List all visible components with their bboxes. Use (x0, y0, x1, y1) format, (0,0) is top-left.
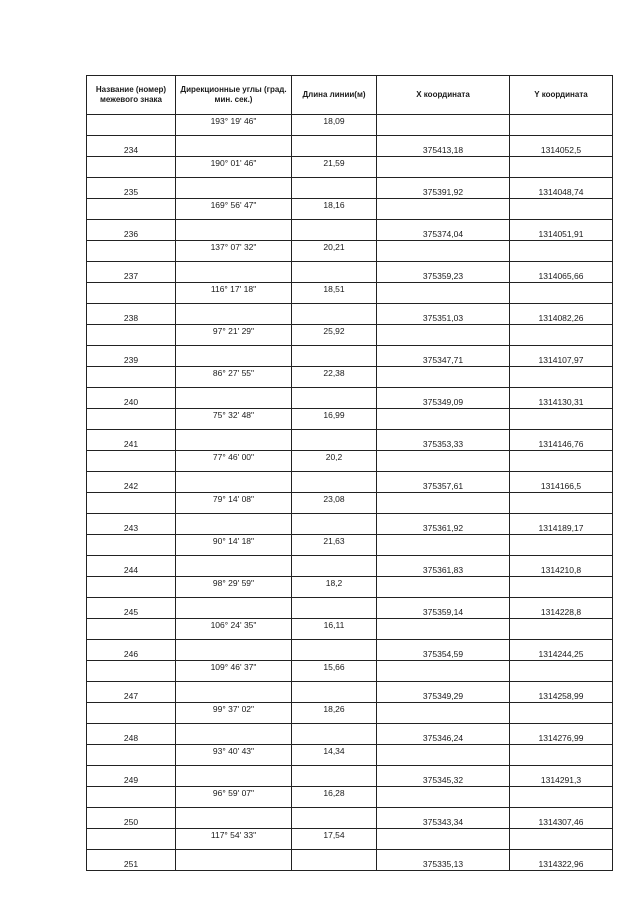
cell-angle: 106° 24' 35" (176, 619, 292, 640)
table-header-row (87, 76, 613, 115)
cell-angle: 193° 19' 46" (176, 115, 292, 136)
cell-name: 244 (87, 556, 176, 577)
cell-length-empty (292, 640, 377, 661)
cell-y-empty (510, 661, 613, 682)
cell-angle: 169° 56' 47" (176, 199, 292, 220)
cell-name-empty (87, 493, 176, 514)
cell-y-empty (510, 619, 613, 640)
header-name: Название (номер) межевого знака (87, 76, 176, 115)
cell-name-empty (87, 325, 176, 346)
cell-y-empty (510, 283, 613, 304)
cell-angle-empty (176, 850, 292, 871)
cell-y: 1314258,99 (510, 682, 613, 703)
cell-x: 375357,61 (377, 472, 510, 493)
cell-angle-empty (176, 430, 292, 451)
cell-x: 375359,14 (377, 598, 510, 619)
cell-x: 375349,29 (377, 682, 510, 703)
cell-name: 242 (87, 472, 176, 493)
header-y: Y координата (510, 76, 613, 115)
cell-angle: 117° 54' 33" (176, 829, 292, 850)
cell-angle-empty (176, 682, 292, 703)
table-row-point (87, 808, 613, 829)
boundary-coordinates-table (86, 75, 613, 871)
cell-length-empty (292, 220, 377, 241)
cell-x: 375335,13 (377, 850, 510, 871)
cell-angle: 190° 01' 46" (176, 157, 292, 178)
table-row-point (87, 178, 613, 199)
table-row-segment (87, 493, 613, 514)
table-row-point (87, 136, 613, 157)
cell-y-empty (510, 451, 613, 472)
cell-x: 375343,34 (377, 808, 510, 829)
cell-name-empty (87, 157, 176, 178)
cell-name: 250 (87, 808, 176, 829)
cell-angle-empty (176, 640, 292, 661)
cell-y-empty (510, 199, 613, 220)
cell-length-empty (292, 682, 377, 703)
table-row-segment (87, 703, 613, 724)
cell-y-empty (510, 787, 613, 808)
header-x: X координата (377, 76, 510, 115)
cell-angle-empty (176, 178, 292, 199)
cell-y-empty (510, 535, 613, 556)
cell-length: 14,34 (292, 745, 377, 766)
cell-x-empty (377, 577, 510, 598)
cell-x: 375345,32 (377, 766, 510, 787)
cell-length-empty (292, 808, 377, 829)
cell-y: 1314244,25 (510, 640, 613, 661)
cell-angle-empty (176, 472, 292, 493)
cell-angle: 79° 14' 08" (176, 493, 292, 514)
cell-angle: 97° 21' 29" (176, 325, 292, 346)
cell-y: 1314130,31 (510, 388, 613, 409)
table-row-segment (87, 787, 613, 808)
cell-y: 1314052,5 (510, 136, 613, 157)
cell-y: 1314048,74 (510, 178, 613, 199)
table-row-segment (87, 745, 613, 766)
cell-x: 375374,04 (377, 220, 510, 241)
cell-x: 375353,33 (377, 430, 510, 451)
cell-angle-empty (176, 598, 292, 619)
table-row-point (87, 598, 613, 619)
cell-y: 1314166,5 (510, 472, 613, 493)
cell-name: 234 (87, 136, 176, 157)
cell-length-empty (292, 556, 377, 577)
cell-x: 375361,92 (377, 514, 510, 535)
cell-angle-empty (176, 514, 292, 535)
cell-x-empty (377, 451, 510, 472)
cell-y: 1314065,66 (510, 262, 613, 283)
cell-length: 25,92 (292, 325, 377, 346)
table-row-segment (87, 577, 613, 598)
cell-length-empty (292, 430, 377, 451)
cell-y-empty (510, 325, 613, 346)
table-row-point (87, 220, 613, 241)
cell-x-empty (377, 535, 510, 556)
cell-length-empty (292, 514, 377, 535)
cell-angle: 86° 27' 55" (176, 367, 292, 388)
cell-angle-empty (176, 304, 292, 325)
cell-name: 240 (87, 388, 176, 409)
cell-length: 17,54 (292, 829, 377, 850)
cell-angle: 137° 07' 32" (176, 241, 292, 262)
table-row-segment (87, 661, 613, 682)
cell-angle-empty (176, 724, 292, 745)
table-row-point (87, 304, 613, 325)
cell-x-empty (377, 829, 510, 850)
cell-x-empty (377, 787, 510, 808)
cell-x: 375359,23 (377, 262, 510, 283)
cell-x-empty (377, 409, 510, 430)
cell-angle: 90° 14' 18" (176, 535, 292, 556)
cell-y: 1314146,76 (510, 430, 613, 451)
cell-name-empty (87, 199, 176, 220)
cell-length: 16,11 (292, 619, 377, 640)
cell-length: 21,63 (292, 535, 377, 556)
cell-y-empty (510, 367, 613, 388)
cell-x: 375351,03 (377, 304, 510, 325)
cell-y-empty (510, 115, 613, 136)
cell-x-empty (377, 661, 510, 682)
cell-length-empty (292, 346, 377, 367)
cell-x: 375349,09 (377, 388, 510, 409)
table-row-segment (87, 829, 613, 850)
cell-y-empty (510, 493, 613, 514)
cell-name: 241 (87, 430, 176, 451)
cell-y-empty (510, 241, 613, 262)
cell-length: 23,08 (292, 493, 377, 514)
cell-x-empty (377, 157, 510, 178)
table-row-point (87, 262, 613, 283)
cell-y: 1314082,26 (510, 304, 613, 325)
cell-name-empty (87, 367, 176, 388)
cell-x: 375347,71 (377, 346, 510, 367)
cell-x-empty (377, 493, 510, 514)
cell-length: 18,16 (292, 199, 377, 220)
table-row-point (87, 514, 613, 535)
cell-y: 1314051,91 (510, 220, 613, 241)
cell-name: 239 (87, 346, 176, 367)
table-row-point (87, 640, 613, 661)
cell-angle-empty (176, 388, 292, 409)
cell-name-empty (87, 241, 176, 262)
cell-x: 375361,83 (377, 556, 510, 577)
table-row-segment (87, 409, 613, 430)
cell-angle: 109° 46' 37" (176, 661, 292, 682)
cell-name: 249 (87, 766, 176, 787)
cell-length-empty (292, 724, 377, 745)
cell-length-empty (292, 178, 377, 199)
cell-length-empty (292, 304, 377, 325)
cell-y: 1314291,3 (510, 766, 613, 787)
cell-length: 18,51 (292, 283, 377, 304)
cell-x: 375413,18 (377, 136, 510, 157)
cell-x-empty (377, 199, 510, 220)
cell-length: 20,2 (292, 451, 377, 472)
cell-angle-empty (176, 220, 292, 241)
cell-name: 248 (87, 724, 176, 745)
cell-x-empty (377, 325, 510, 346)
cell-y-empty (510, 577, 613, 598)
table-row-point (87, 850, 613, 871)
table-row-point (87, 430, 613, 451)
cell-x-empty (377, 367, 510, 388)
table-row-segment (87, 535, 613, 556)
cell-x-empty (377, 703, 510, 724)
cell-y-empty (510, 829, 613, 850)
cell-y: 1314307,46 (510, 808, 613, 829)
cell-angle: 93° 40' 43" (176, 745, 292, 766)
cell-length-empty (292, 472, 377, 493)
cell-name: 237 (87, 262, 176, 283)
cell-angle-empty (176, 136, 292, 157)
cell-y: 1314276,99 (510, 724, 613, 745)
cell-angle: 77° 46' 00" (176, 451, 292, 472)
cell-name-empty (87, 745, 176, 766)
cell-length: 20,21 (292, 241, 377, 262)
cell-angle: 116° 17' 18" (176, 283, 292, 304)
cell-angle: 96° 59' 07" (176, 787, 292, 808)
cell-x: 375391,92 (377, 178, 510, 199)
cell-y: 1314107,97 (510, 346, 613, 367)
cell-y-empty (510, 409, 613, 430)
cell-name-empty (87, 703, 176, 724)
cell-name-empty (87, 115, 176, 136)
cell-name: 247 (87, 682, 176, 703)
cell-y-empty (510, 745, 613, 766)
cell-name: 245 (87, 598, 176, 619)
table-row-point (87, 766, 613, 787)
table-row-segment (87, 157, 613, 178)
header-angle: Дирекционные углы (град. мин. сек.) (176, 76, 292, 115)
cell-name: 235 (87, 178, 176, 199)
cell-length: 16,99 (292, 409, 377, 430)
table-row-segment (87, 619, 613, 640)
table-row-segment (87, 283, 613, 304)
cell-angle-empty (176, 556, 292, 577)
cell-x-empty (377, 619, 510, 640)
cell-name-empty (87, 619, 176, 640)
table-row-segment (87, 367, 613, 388)
cell-length: 15,66 (292, 661, 377, 682)
cell-angle-empty (176, 808, 292, 829)
cell-name: 243 (87, 514, 176, 535)
cell-length: 18,26 (292, 703, 377, 724)
table-row-point (87, 346, 613, 367)
cell-y: 1314228,8 (510, 598, 613, 619)
table-row-segment (87, 325, 613, 346)
table-row-point (87, 724, 613, 745)
cell-y-empty (510, 157, 613, 178)
cell-angle-empty (176, 262, 292, 283)
cell-name-empty (87, 451, 176, 472)
cell-name-empty (87, 283, 176, 304)
table-row-point (87, 556, 613, 577)
table-body (87, 115, 613, 871)
cell-length-empty (292, 850, 377, 871)
cell-x: 375354,59 (377, 640, 510, 661)
cell-length: 16,28 (292, 787, 377, 808)
table-row-segment (87, 199, 613, 220)
cell-angle-empty (176, 346, 292, 367)
table-row-point (87, 472, 613, 493)
cell-name-empty (87, 787, 176, 808)
table-row-segment (87, 241, 613, 262)
cell-length-empty (292, 262, 377, 283)
cell-length-empty (292, 136, 377, 157)
cell-angle: 99° 37' 02" (176, 703, 292, 724)
table-row-segment (87, 115, 613, 136)
cell-name: 238 (87, 304, 176, 325)
cell-name: 246 (87, 640, 176, 661)
cell-angle: 75° 32' 48" (176, 409, 292, 430)
cell-x: 375346,24 (377, 724, 510, 745)
cell-length: 21,59 (292, 157, 377, 178)
cell-length-empty (292, 766, 377, 787)
table-row-point (87, 388, 613, 409)
cell-name: 251 (87, 850, 176, 871)
table-row-point (87, 682, 613, 703)
cell-y: 1314189,17 (510, 514, 613, 535)
cell-length: 18,2 (292, 577, 377, 598)
cell-length: 18,09 (292, 115, 377, 136)
cell-name-empty (87, 577, 176, 598)
cell-length-empty (292, 598, 377, 619)
cell-x-empty (377, 283, 510, 304)
cell-name-empty (87, 535, 176, 556)
cell-angle-empty (176, 766, 292, 787)
cell-name-empty (87, 409, 176, 430)
cell-length: 22,38 (292, 367, 377, 388)
cell-y: 1314322,96 (510, 850, 613, 871)
table-row-segment (87, 451, 613, 472)
cell-name-empty (87, 829, 176, 850)
cell-x-empty (377, 115, 510, 136)
cell-x-empty (377, 241, 510, 262)
cell-x-empty (377, 745, 510, 766)
cell-y: 1314210,8 (510, 556, 613, 577)
cell-name: 236 (87, 220, 176, 241)
cell-name-empty (87, 661, 176, 682)
cell-length-empty (292, 388, 377, 409)
header-length: Длина линии(м) (292, 76, 377, 115)
cell-y-empty (510, 703, 613, 724)
cell-angle: 98° 29' 59" (176, 577, 292, 598)
